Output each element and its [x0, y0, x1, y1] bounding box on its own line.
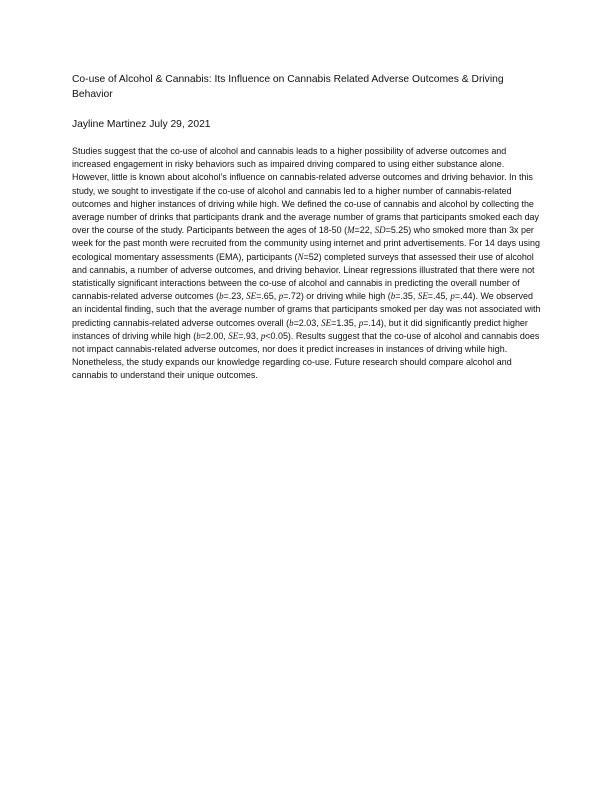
abstract-text: =52) completed surveys that assessed their use of alcohol and cannabis, a number of adverse outcomes, and driving behavior. Linear regressions illustrated that there were not statistically significant interactions between the co-use of alcohol and cannabis in predicting the overall number of cannabis-related adverse outcomes (: [72, 251, 535, 302]
abstract-text: =.44). We observed an incidental finding, such that the average number of grams that participants smoked per day was not associated with predicting cannabis-related adverse outcomes overall (: [72, 291, 541, 328]
abstract-text: =5.25) who smoked more than 3x per week for the past month were recruited from the community using internet and print advertisements. For 14 days using ecological momentary assessments (EMA), participants (: [72, 225, 540, 262]
document-date: July 29, 2021: [149, 119, 211, 130]
abstract-text: =2.03,: [293, 317, 322, 328]
abstract-text: =.14), but it did significantly predict higher instances of driving while high (: [72, 317, 528, 341]
abstract-paragraph: [72, 145, 542, 383]
document-title: Co-use of Alcohol & Cannabis: Its Influence on Cannabis Related Adverse Outcomes & Driving Behavior: [72, 74, 504, 100]
stat-label: SE: [228, 330, 239, 341]
abstract-text: =.23,: [223, 291, 247, 302]
abstract-text: =1.35,: [331, 317, 359, 328]
abstract-text: =.35,: [395, 291, 418, 302]
stat-label: b: [219, 291, 224, 302]
author-name: Jayline Martinez: [72, 119, 147, 130]
stat-label: b: [289, 317, 294, 328]
stat-label: b: [390, 291, 396, 302]
stat-label: N: [297, 251, 304, 262]
author-line: [72, 117, 542, 132]
abstract-text: =.72) or driving while high (: [283, 291, 391, 302]
stat-label: p: [358, 317, 364, 328]
stat-label: SE: [321, 317, 332, 328]
stat-label: b: [196, 330, 201, 341]
stat-label: SE: [246, 291, 257, 302]
abstract-text: =.93,: [238, 330, 261, 341]
stat-label: p: [260, 330, 266, 341]
abstract-text: Studies suggest that the co-use of alcohol and cannabis leads to a higher possibility of adverse outcomes and increased engagement in risky behaviors such as impaired driving compared to using either substance alone. However, little is known about alcohol’s influence on cannabis-related adverse outcomes and driving behavior. In this study, we sought to investigate if the co-use of alcohol and cannabis led to a higher number of cannabis-related outcomes and higher instances of driving while high. We defined the co-use of cannabis and alcohol by collecting the average number of drinks that participants drank and the average number of grams that participants smoked each day over the course of the study. Participants between the ages of 18-50 (: [72, 146, 539, 236]
abstract-text: =22,: [354, 225, 375, 236]
stat-label: p: [450, 291, 455, 302]
abstract-text: <0.05). Results suggest that the co-use of alcohol and cannabis does not impact cannabis-related adverse outcomes, nor does it predict increases in instances of driving while high. Nonetheless, the study expands our knowledge regarding co-use. Future research should compare alcohol and cannabis to understand their unique outcomes.: [72, 330, 540, 381]
stat-label: SE: [417, 291, 428, 302]
stat-label: SD: [374, 225, 386, 236]
abstract-text: =.45,: [427, 291, 451, 302]
stat-label: M: [347, 225, 355, 236]
document-page: [72, 72, 542, 383]
abstract-text: =.65,: [256, 291, 279, 302]
stat-label: p: [278, 291, 284, 302]
abstract-text: =2.00,: [200, 330, 229, 341]
